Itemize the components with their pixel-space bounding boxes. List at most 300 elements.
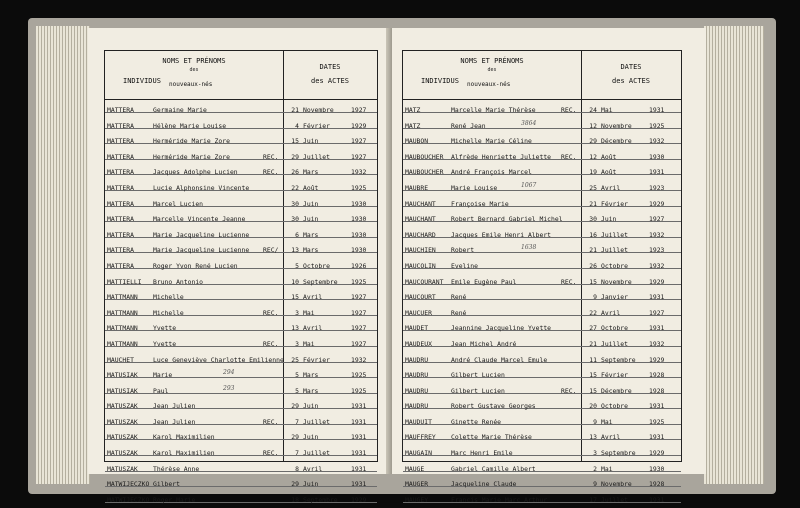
entry-day: 10 (291, 277, 299, 286)
entry-first-names: Yvette (153, 339, 177, 348)
entry-first-names: Jean Julien (153, 402, 196, 411)
entry-month: Décembre (601, 137, 632, 146)
register-entry (105, 353, 377, 369)
entry-day: 29 (291, 402, 299, 411)
handwritten-note: 3864 (521, 119, 537, 127)
entry-rec-flag: REC. (561, 386, 577, 395)
register-entry (105, 306, 377, 322)
entry-year: 1932 (649, 230, 665, 239)
entry-surname: MAUCHARD (405, 230, 436, 239)
entry-day: 13 (589, 433, 597, 442)
row-rule (105, 424, 377, 425)
handwritten-note: 294 (223, 369, 235, 377)
nouveaux-nes-label: nouveaux-nés (467, 81, 511, 88)
right-dates-header (581, 51, 681, 99)
entry-month: Octobre (601, 324, 628, 333)
entry-first-names: Marie (153, 371, 173, 380)
entry-year: 1925 (351, 371, 367, 380)
register-entry (105, 243, 377, 259)
entry-first-names: Thérèse Anne (153, 464, 200, 473)
register-entry (105, 228, 377, 244)
entry-month: Novembre (303, 106, 334, 114)
row-rule (105, 112, 377, 113)
entry-first-names: Jean Michel André (451, 339, 517, 348)
entry-year: 1928 (649, 386, 665, 395)
entry-day: 22 (291, 183, 299, 192)
entry-surname: MATTERA (107, 215, 134, 224)
register-entry (105, 493, 377, 508)
entry-day: 13 (291, 324, 299, 333)
register-entry (403, 134, 681, 150)
entry-month: Septembre (303, 495, 338, 504)
entry-month: Juin (303, 433, 319, 442)
entry-year: 1925 (351, 183, 367, 192)
register-entry (105, 150, 377, 166)
entry-month: Août (303, 183, 319, 192)
row-rule (403, 377, 681, 378)
entry-year: 1929 (351, 121, 367, 130)
entry-month: Juin (303, 480, 319, 489)
entry-month: Mai (303, 308, 315, 317)
entry-rec-flag: REC. (561, 106, 577, 114)
entry-day: 20 (589, 402, 597, 411)
register-entry (105, 321, 377, 337)
entry-surname: MAUBOUCHER (405, 168, 444, 177)
row-rule (403, 346, 681, 347)
entry-year: 1925 (351, 277, 367, 286)
entry-first-names: Gilbert Lucien (451, 386, 505, 395)
entry-surname: MATTERA (107, 183, 134, 192)
entry-surname: MAUCOURT (405, 293, 436, 302)
entry-day: 2 (593, 464, 597, 473)
entry-year: 1930 (351, 230, 367, 239)
row-rule (403, 486, 681, 487)
register-entry (403, 103, 681, 119)
entry-first-names: Jeannine Jacqueline Yvette (451, 324, 552, 333)
entry-year: 1930 (351, 215, 367, 224)
entry-month: Juin (303, 137, 319, 146)
entry-surname: MATZ (405, 106, 421, 114)
register-entry (105, 477, 377, 493)
entry-first-names: Michelle Marie Céline (451, 137, 532, 146)
entry-year: 1931 (351, 433, 367, 442)
row-rule (105, 143, 377, 144)
right-names-header (403, 51, 582, 99)
left-header (105, 51, 377, 100)
entry-month: Mai (303, 339, 315, 348)
entry-year: 1927 (351, 324, 367, 333)
entry-surname: MATTERA (107, 121, 134, 130)
entry-day: 27 (589, 324, 597, 333)
register-entry (403, 197, 681, 213)
entry-first-names: Michelle (153, 308, 184, 317)
entry-surname: MAUBON (405, 137, 429, 146)
entry-day: 17 (589, 495, 597, 504)
entry-month: Octobre (601, 402, 628, 411)
left-entries-list (105, 103, 377, 508)
entry-day: 9 (593, 293, 597, 302)
entry-surname: MAUBOUCHER (405, 152, 444, 161)
entry-year: 1931 (649, 106, 665, 114)
entry-surname: MAUGAIN (405, 449, 432, 458)
entry-first-names: Marcelle Vincente Jeanne (153, 215, 246, 224)
left-dates-header (283, 51, 377, 99)
entry-first-names: Colette Marie Thérèse (451, 433, 532, 442)
entry-year: 1931 (649, 324, 665, 333)
entry-surname: MATTIELLI (107, 277, 142, 286)
entry-year: 1931 (351, 402, 367, 411)
entry-first-names: Emile Eugène Paul (451, 277, 517, 286)
entry-day: 29 (589, 137, 597, 146)
entry-month: Juin (601, 215, 617, 224)
entry-rec-flag: REC. (561, 152, 577, 161)
entry-surname: MAUFFREY (405, 433, 436, 442)
entry-day: 15 (589, 277, 597, 286)
register-entry (105, 181, 377, 197)
entry-first-names: René (451, 293, 467, 302)
entry-day: 16 (589, 230, 597, 239)
entry-month: Avril (601, 183, 621, 192)
entry-day: 29 (291, 152, 299, 161)
register-entry (105, 462, 377, 478)
entry-surname: MATTERA (107, 230, 134, 239)
entry-month: Mars (303, 230, 319, 239)
entry-first-names: Yvette (153, 324, 177, 333)
row-rule (105, 408, 377, 409)
register-entry (403, 321, 681, 337)
entry-year: 1931 (351, 417, 367, 426)
entry-first-names: Marcelle Marie Thérèse (451, 106, 536, 114)
register-entry (403, 119, 681, 135)
row-rule (403, 315, 681, 316)
register-entry (105, 430, 377, 446)
register-entry (105, 103, 377, 119)
entry-month: Avril (303, 324, 323, 333)
entry-day: 21 (589, 339, 597, 348)
row-rule (403, 268, 681, 269)
entry-year: 1928 (649, 371, 665, 380)
entry-year: 1925 (351, 386, 367, 395)
row-rule (403, 424, 681, 425)
entry-month: Août (601, 152, 617, 161)
entry-month: Avril (601, 433, 621, 442)
entry-surname: MATTMANN (107, 293, 138, 302)
entry-year: 1930 (649, 464, 665, 473)
entry-month: Octobre (303, 261, 330, 270)
entry-month: Septembre (303, 277, 338, 286)
entry-year: 1925 (649, 417, 665, 426)
register-entry (105, 165, 377, 181)
entry-day: 29 (291, 433, 299, 442)
register-entry (403, 446, 681, 462)
entry-rec-flag: REC. (561, 277, 577, 286)
row-rule (403, 299, 681, 300)
entry-day: 3 (593, 449, 597, 458)
row-rule (105, 377, 377, 378)
entry-year: 1927 (649, 308, 665, 317)
register-entry (105, 368, 377, 384)
register-entry (403, 462, 681, 478)
entry-year: 1929 (649, 449, 665, 458)
handwritten-note: 293 (223, 384, 235, 392)
entry-day: 29 (291, 480, 299, 489)
entry-month: Juillet (303, 152, 330, 161)
entry-day: 7 (295, 449, 299, 458)
entry-surname: MATWIJECZKO (107, 480, 150, 489)
entry-month: Juillet (601, 246, 628, 255)
entry-surname: MAUGEY (405, 495, 429, 504)
row-rule (105, 346, 377, 347)
individus-label: INDIVIDUS (123, 77, 161, 85)
register-entry (403, 275, 681, 291)
entry-day: 30 (291, 199, 299, 208)
register-entry (403, 228, 681, 244)
register-entry (403, 353, 681, 369)
row-rule (105, 206, 377, 207)
entry-month: Février (303, 121, 330, 130)
entry-first-names: Hélène Marie Louise (153, 121, 227, 130)
entry-surname: MATTERA (107, 152, 134, 161)
entry-year: 1931 (649, 168, 665, 177)
entry-year: 1932 (351, 168, 367, 177)
entry-first-names: Ginette Renée (451, 417, 502, 426)
entry-day: 4 (295, 121, 299, 130)
entry-year: 1931 (351, 480, 367, 489)
entry-first-names: Luce Geneviève Charlotte Emilienne (153, 355, 284, 364)
entry-month: Mai (601, 417, 613, 426)
left-register-frame (104, 50, 378, 504)
names-title: NOMS ET PRÉNOMS (460, 57, 524, 65)
entry-day: 18 (291, 495, 299, 504)
entry-year: 1928 (649, 480, 665, 489)
des-label: des (487, 67, 497, 73)
entry-first-names: Francis Marie Marc Arthur (451, 495, 548, 504)
row-rule (403, 143, 681, 144)
entry-rec-flag: REC/ (263, 246, 279, 255)
entry-first-names: Bruno Antonio (153, 277, 204, 286)
entry-first-names: Jacques Emile Henri Albert (451, 230, 552, 239)
entry-year: 1927 (649, 215, 665, 224)
entry-surname: MAUCHANT (405, 199, 436, 208)
entry-month: Septembre (601, 449, 636, 458)
entry-surname: MAUGER (405, 480, 429, 489)
entry-first-names: Françoise Marie (451, 199, 509, 208)
row-rule (403, 439, 681, 440)
entry-year: 1931 (649, 402, 665, 411)
entry-surname: MAUCHIEN (405, 246, 436, 255)
entry-first-names: André Claude Marcel Emule (451, 355, 548, 364)
entry-rec-flag: REC. (263, 168, 279, 177)
entry-year: 1932 (649, 261, 665, 270)
entry-year: 1929 (351, 495, 367, 504)
entry-rec-flag: REC. (263, 152, 279, 161)
row-rule (105, 315, 377, 316)
entry-month: Mars (303, 246, 319, 255)
entry-surname: MAUCOLIN (405, 261, 436, 270)
entry-month: Février (303, 355, 330, 364)
register-entry (403, 290, 681, 306)
entry-month: Juin (303, 215, 319, 224)
entry-year: 1932 (649, 137, 665, 146)
entry-surname: MAUDRU (405, 386, 429, 395)
entry-surname: MATTMANN (107, 308, 138, 317)
right-entries-list (403, 103, 681, 508)
row-rule (403, 206, 681, 207)
entry-day: 5 (295, 261, 299, 270)
entry-year: 1925 (649, 121, 665, 130)
entry-first-names: Jacqueline Claude (451, 480, 517, 489)
entry-first-names: Robert (451, 246, 475, 255)
nouveaux-nes-label: nouveaux-nés (169, 81, 213, 88)
entry-day: 21 (589, 246, 597, 255)
register-entry (403, 150, 681, 166)
entry-day: 25 (589, 183, 597, 192)
entry-day: 11 (589, 355, 597, 364)
entry-surname: MAUDRU (405, 402, 429, 411)
entry-day: 15 (291, 137, 299, 146)
entry-month: Novembre (601, 480, 632, 489)
row-rule (403, 455, 681, 456)
entry-year: 1929 (649, 277, 665, 286)
entry-first-names: Robert Gustave Georges (451, 402, 536, 411)
entry-month: Avril (601, 308, 621, 317)
entry-first-names: Alfrède Henriette Juliette (451, 152, 552, 161)
entry-surname: MATUSZAK (107, 464, 138, 473)
handwritten-note: 1638 (521, 244, 537, 252)
entry-year: 1931 (649, 293, 665, 302)
entry-day: 15 (589, 371, 597, 380)
register-entry (403, 430, 681, 446)
entry-surname: MATTERA (107, 106, 134, 114)
entry-month: Mai (601, 106, 613, 114)
entry-day: 19 (589, 168, 597, 177)
row-rule (105, 128, 377, 129)
register-entry (105, 399, 377, 415)
entry-year: 1926 (351, 261, 367, 270)
row-rule (403, 284, 681, 285)
entry-surname: MATTERA (107, 246, 134, 255)
row-rule (105, 330, 377, 331)
entry-day: 15 (589, 386, 597, 395)
entry-year: 1927 (351, 308, 367, 317)
entry-first-names: Gilbert Lucien (451, 371, 505, 380)
entry-day: 26 (589, 261, 597, 270)
entry-day: 3 (295, 339, 299, 348)
left-names-header (105, 51, 284, 99)
entry-year: 1931 (649, 433, 665, 442)
entry-year: 1923 (649, 183, 665, 192)
entry-first-names: Paul (153, 386, 169, 395)
row-rule (105, 159, 377, 160)
entry-month: Mars (303, 168, 319, 177)
entry-first-names: René (451, 308, 467, 317)
entry-first-names: Marie Louise (451, 183, 498, 192)
row-rule (105, 268, 377, 269)
register-entry (105, 446, 377, 462)
des-actes-label: des ACTES (311, 77, 349, 85)
register-entry (105, 384, 377, 400)
right-header (403, 51, 681, 100)
entry-year: 1927 (351, 106, 367, 114)
register-entry (105, 119, 377, 135)
entry-surname: MATTERA (107, 137, 134, 146)
register-entry (403, 337, 681, 353)
row-rule (403, 128, 681, 129)
entry-day: 21 (589, 199, 597, 208)
register-entry (403, 306, 681, 322)
entry-first-names: Karol Maximilien (153, 449, 215, 458)
entry-day: 15 (291, 293, 299, 302)
left-page (88, 28, 390, 504)
entry-month: Juillet (601, 495, 628, 504)
entry-surname: MAUDRU (405, 371, 429, 380)
entry-month: Avril (303, 464, 323, 473)
register-entry (105, 134, 377, 150)
entry-surname: MATUSZAK (107, 402, 138, 411)
register-entry (105, 259, 377, 275)
entry-surname: MAUDEUX (405, 339, 432, 348)
entry-month: Juin (303, 402, 319, 411)
entry-day: 26 (291, 168, 299, 177)
entry-first-names: Herméride Marie Zore (153, 137, 230, 146)
entry-first-names: Marie Jacqueline Lucienne (153, 230, 250, 239)
entry-surname: MATTMANN (107, 324, 138, 333)
des-actes-label: des ACTES (612, 77, 650, 85)
entry-year: 1930 (351, 199, 367, 208)
entry-surname: MATUSZAK (107, 417, 138, 426)
entry-first-names: Roger Yvon René Lucien (153, 261, 238, 270)
entry-month: Juillet (303, 449, 330, 458)
entry-surname: MATUSZAK (107, 449, 138, 458)
entry-first-names: Marc Henri Emile (451, 449, 513, 458)
entry-surname: MATUSIAK (107, 386, 138, 395)
entry-year: 1927 (351, 339, 367, 348)
entry-year: 1930 (351, 246, 367, 255)
entry-month: Août (601, 168, 617, 177)
entry-year: 1923 (649, 246, 665, 255)
individus-label: INDIVIDUS (421, 77, 459, 85)
entry-first-names: Roger Marie (153, 495, 196, 504)
entry-month: Juillet (601, 230, 628, 239)
register-entry (403, 493, 681, 508)
entry-surname: MATWIJECZKO (107, 495, 150, 504)
entry-month: Novembre (601, 277, 632, 286)
entry-day: 21 (291, 106, 299, 114)
entry-first-names: Michelle (153, 293, 184, 302)
entry-rec-flag: REC. (263, 417, 279, 426)
entry-day: 3 (295, 308, 299, 317)
page-edges-left (36, 26, 90, 484)
register-entry (105, 337, 377, 353)
entry-first-names: Jean Julien (153, 417, 196, 426)
entry-month: Octobre (601, 261, 628, 270)
row-rule (403, 174, 681, 175)
entry-day: 9 (593, 417, 597, 426)
names-title: NOMS ET PRÉNOMS (162, 57, 226, 65)
entry-first-names: Lucie Alphonsine Vincente (153, 183, 250, 192)
register-entry (403, 368, 681, 384)
register-entry (403, 259, 681, 275)
entry-month: Novembre (601, 121, 632, 130)
entry-rec-flag: REC. (263, 308, 279, 317)
entry-rec-flag: REC. (263, 449, 279, 458)
entry-month: Mai (601, 464, 613, 473)
entry-rec-flag: REC. (263, 339, 279, 348)
entry-day: 6 (295, 230, 299, 239)
register-entry (403, 243, 681, 259)
entry-year: 1932 (351, 355, 367, 364)
register-entry (403, 181, 681, 197)
